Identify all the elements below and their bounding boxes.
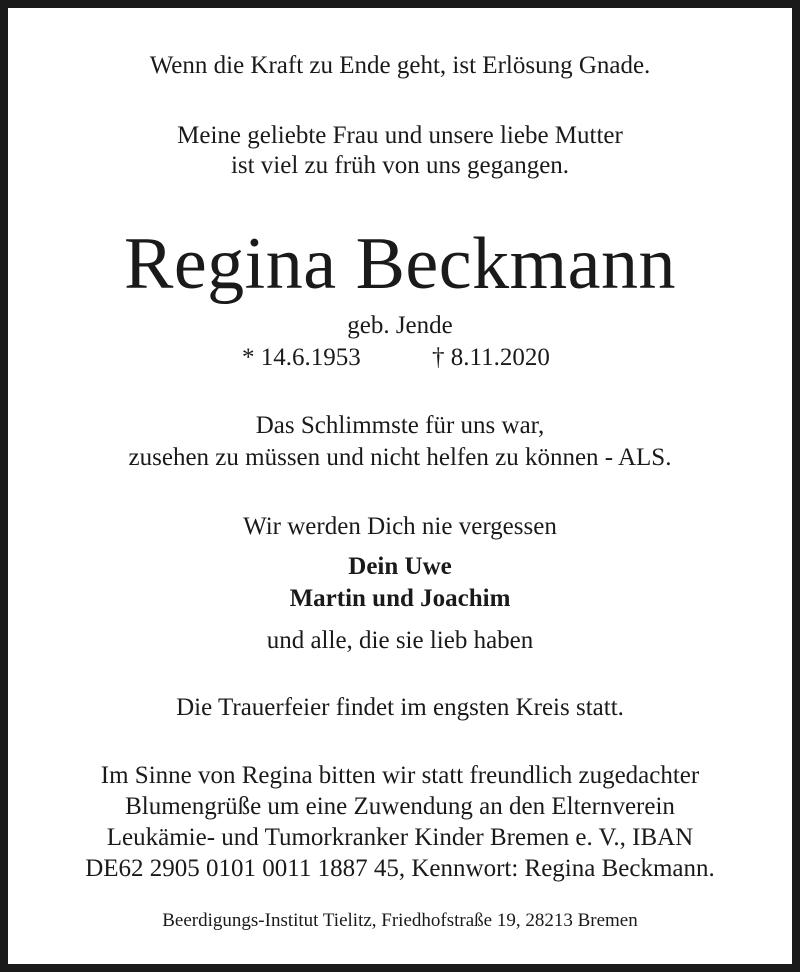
intro-line-1: Meine geliebte Frau und unsere liebe Mutter (177, 122, 623, 149)
undertaker-info: Beerdigungs-Institut Tielitz, Friedhofstraße 19, 28213 Bremen (162, 910, 638, 931)
quote-line-1: Das Schlimmste für uns war, (255, 412, 545, 439)
birth-date: * 14.6.1953 (242, 344, 361, 371)
birth-name: geb. Jende (347, 312, 453, 339)
quote-line-2: zusehen zu müssen und nicht helfen zu können - ALS. (128, 444, 672, 471)
donation-line-4: DE62 2905 0101 0011 1887 45, Kennwort: Regina Beckmann. (85, 855, 715, 882)
ceremony-text: Die Trauerfeier findet im engsten Kreis statt. (176, 694, 624, 721)
mourner-line-2: Martin und Joachim (289, 585, 511, 612)
death-date: † 8.11.2020 (432, 344, 550, 371)
intro-line-2: ist viel zu früh von uns gegangen. (230, 152, 570, 179)
donation-line-3: Leukämie- und Tumorkranker Kinder Bremen e. V., IBAN (106, 824, 694, 851)
farewell-text: Wir werden Dich nie vergessen (243, 513, 557, 540)
donation-line-2: Blumengrüße um eine Zuwendung an den Elternverein (125, 793, 675, 820)
deceased-name: Regina Beckmann (123, 223, 677, 305)
others-text: und alle, die sie lieb haben (266, 627, 534, 654)
mourner-line-1: Dein Uwe (348, 553, 452, 580)
donation-line-1: Im Sinne von Regina bitten wir statt freundlich zugedachter (100, 762, 700, 789)
motto: Wenn die Kraft zu Ende geht, ist Erlösung Gnade. (149, 52, 651, 79)
